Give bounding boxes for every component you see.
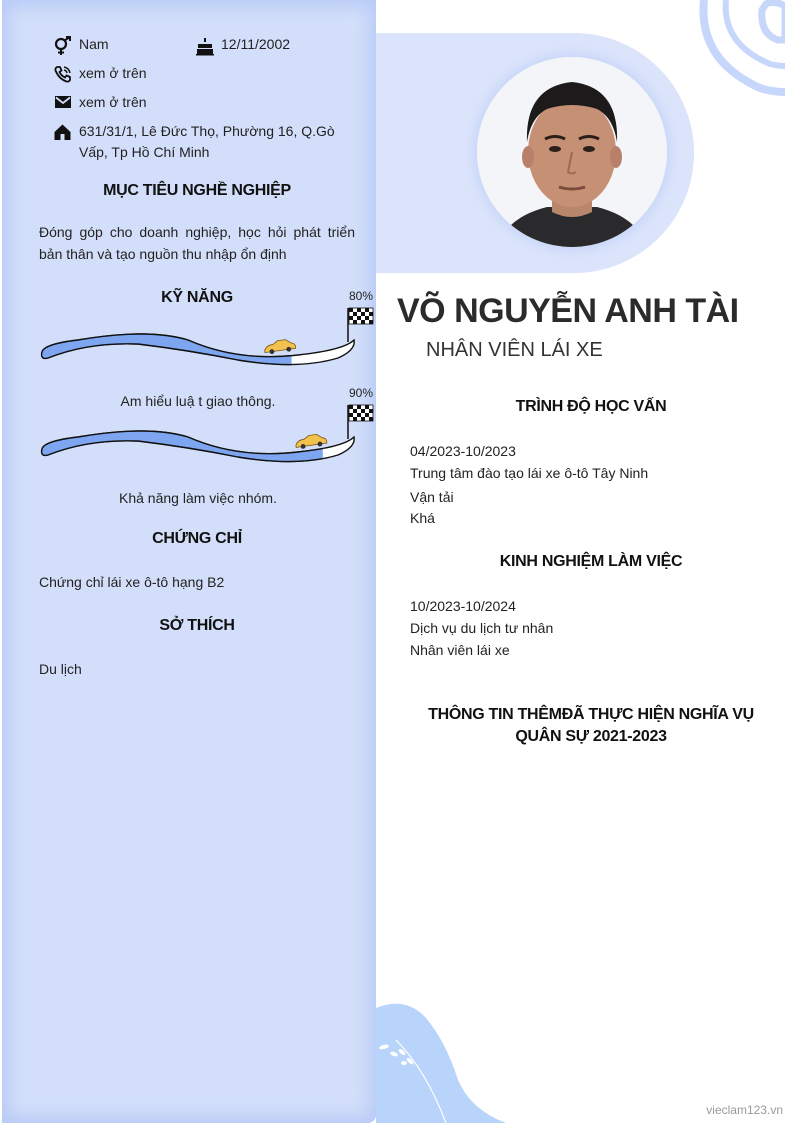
- education-major: Vận tải: [410, 489, 454, 505]
- home-icon: [53, 123, 72, 141]
- experience-title: KINH NGHIỆM LÀM VIỆC: [499, 553, 683, 570]
- skill-1-label: Am hiểu luậ t giao thông.: [120, 393, 276, 409]
- phone-value: xem ở trên: [79, 65, 147, 81]
- education-grade: Khá: [410, 510, 435, 526]
- decorative-arcs: [690, 0, 785, 100]
- hobbies-title: SỞ THÍCH: [159, 617, 235, 634]
- finish-flag-icon: [349, 308, 373, 324]
- extra-info-line-1: THÔNG TIN THÊMĐÃ THỰC HIỆN NGHĨA VỤ: [428, 706, 754, 723]
- objective-line-2: bản thân và tạo nguồn thu nhập ổn định: [39, 246, 287, 262]
- skill-1-percent: 80%: [349, 289, 374, 303]
- skill-1-progress-road: [38, 300, 378, 370]
- hobby-text: Du lịch: [39, 661, 82, 677]
- car-icon: [264, 338, 296, 355]
- left-sidebar: [2, 0, 376, 1123]
- skill-2-progress-road: [38, 396, 378, 468]
- skill-2-label: Khả năng làm việc nhóm.: [119, 490, 277, 506]
- certificate-text: Chứng chỉ lái xe ô-tô hạng B2: [39, 574, 225, 590]
- experience-position: Nhân viên lái xe: [410, 642, 510, 658]
- finish-flag-icon: [349, 405, 373, 421]
- job-title: NHÂN VIÊN LÁI XE: [426, 339, 603, 361]
- mail-icon: [54, 95, 72, 109]
- education-title: TRÌNH ĐỘ HỌC VẤN: [515, 398, 667, 415]
- decorative-wave: [376, 1000, 526, 1123]
- address-line-2: Vấp, Tp Hồ Chí Minh: [79, 144, 210, 160]
- certificates-title: CHỨNG CHỈ: [152, 530, 242, 547]
- extra-info-line-2: QUÂN SỰ 2021-2023: [515, 728, 667, 745]
- skill-2-percent: 90%: [349, 386, 374, 400]
- objective-line-1: Đóng góp cho doanh nghiệp, học hỏi phát triển: [39, 224, 355, 240]
- email-value: xem ở trên: [79, 94, 147, 110]
- skills-title: KỸ NĂNG: [161, 289, 233, 306]
- birthday-value: 12/11/2002: [221, 36, 291, 52]
- address-line-1: 631/31/1, Lê Đức Thọ, Phường 16, Q.Gò: [79, 123, 335, 139]
- experience-company: Dịch vụ du lịch tư nhân: [410, 620, 554, 636]
- education-school: Trung tâm đào tạo lái xe ô-tô Tây Ninh: [410, 465, 649, 481]
- objective-title: MỤC TIÊU NGHỀ NGHIỆP: [103, 182, 291, 199]
- education-period: 04/2023-10/2023: [410, 443, 516, 459]
- candidate-name: VÕ NGUYỄN ANH TÀI: [397, 292, 739, 330]
- avatar-portrait: [477, 57, 667, 247]
- gender-icon: [52, 36, 74, 56]
- experience-period: 10/2023-10/2024: [410, 598, 516, 614]
- phone-icon: [54, 65, 72, 83]
- skill-2-road-fill: [42, 431, 355, 462]
- car-icon: [295, 433, 327, 450]
- gender-value: Nam: [79, 36, 109, 52]
- cake-icon: [195, 36, 215, 56]
- footer-watermark: vieclam123.vn: [706, 1103, 783, 1117]
- avatar: [477, 57, 667, 247]
